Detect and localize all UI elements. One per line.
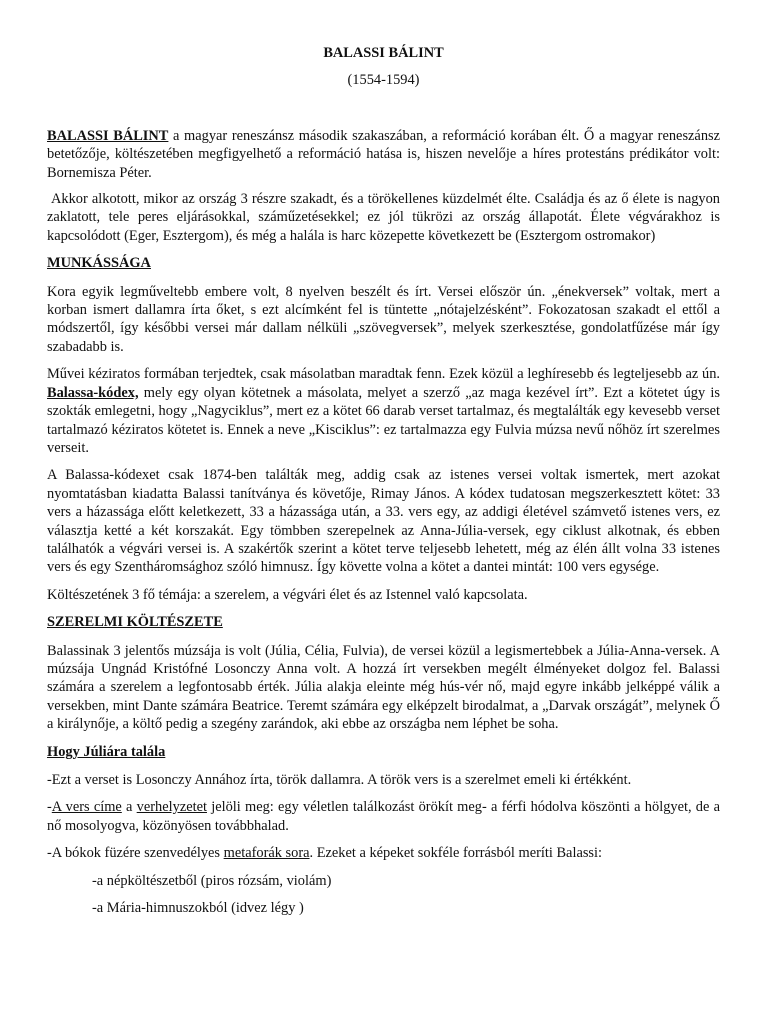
julia-bullet-1: -Ezt a verset is Losonczy Annához írta, török dallamra. A török vers is a szerelmet emeli ki értékként.	[47, 772, 632, 788]
julia-bullet-2	[47, 798, 720, 835]
munkassaga-paragraph-2	[47, 365, 720, 457]
julia-b2-mid: a	[121, 799, 137, 816]
munkassaga-paragraph-3: A Balassa-kódexet csak 1874-ben találták meg, addig csak az istenes versei voltak ismertek, mert azokat nyomtatásban kiadatta Balassi tanítványa és követője, Rimay János. A kódex tudatosan megszerkesztett kötet: 33 vers a házassága előtt keletkezett, 33 a házassága után, a 33. vers egy, az addigi életével számvető istenes vers, ez választja ketté a két korszakát. Egy tömbben szerepelnek az Anna-Júlia-versek, egy ciklust alkotnak, és ebben találhatók a végvári versei is. A szakértők szerint a kötet terve teljesebb lehetett, még az élén állt volna 33 istenes vers és egy Szentháromsághoz szóló himnusz. Így követte volna a kötet a dantei mintát: 100 vers egysége.	[47, 467, 720, 576]
julia-sub-bullet-2: -a Mária-himnuszokból (idvez légy )	[92, 900, 304, 917]
verhelyzet-term: verhelyzetet	[136, 799, 207, 816]
section-heading-szerelmi: SZERELMI KÖLTÉSZETE	[47, 614, 223, 631]
intro-paragraph	[47, 127, 720, 182]
munkassaga-paragraph-1: Kora egyik legműveltebb embere volt, 8 nyelven beszélt és írt. Versei először ún. „énekversek” voltak, mert a korban ismert dallamra írta őket, s ezt alcímként fel is tüntette „nótajelzésként”. Fokozatosan szakadt el ettől a módszertől, így későbbi versei már dallam nélküli „szövegversek”, melyek szerkesztése, gondolatfűzése már így szabadabb is.	[47, 283, 720, 355]
document-title: BALASSI BÁLINT	[323, 45, 444, 61]
metaforak-term: metaforák sora	[223, 845, 310, 862]
szerelmi-paragraph-1: Balassinak 3 jelentős múzsája is volt (Júlia, Célia, Fulvia), de versei közül a legismertebbek a Júlia-Anna-versek. A múzsája Ungnád Kristófné Losonczy Anna volt. A hozzá írt versekben megélt élményeket dolgoz fel. Balassi számára a szerelem a legfontosabb érték. Júlia alakja eleinte még hús-vér nő, majd egyre inkább jelképpé válik a versekben, mint Dante számára Beatrice. Teremt számára egy elképzelt birodalmat, a „Darvak országát”, melynek Ő a királynője, a költő pedig a szegény zarándok, aki ebbe az országba nem léphet be soha.	[47, 642, 720, 733]
vers-cime-term: A vers címe	[51, 799, 122, 816]
intro-text: a magyar reneszánsz második szakaszában, a reformáció korában élt. Ő a magyar reneszánsz betetőzője, költészetében megfigyelhető a reformáció hatása is, hiszen nevelője a híres protestáns prédikátor volt: Bornemisza Péter.	[47, 127, 720, 181]
document-years: (1554-1594)	[347, 72, 420, 89]
subheading-julia: Hogy Júliára talála	[47, 743, 166, 760]
julia-b2-rest: jelöli meg: egy véletlen találkozást örökít meg- a férfi hódolva köszönti a hölgyet, de a nő mosolyogva, közönyösen továbbhalad.	[47, 799, 720, 834]
munkassaga-p2-start: Művei kéziratos formában terjedtek, csak másolatban maradtak fenn. Ezek közül a leghíresebb és legteljesebb az ún.	[47, 366, 720, 383]
julia-sub-bullet-1: -a népköltészetből (piros rózsám, violám)	[92, 872, 332, 889]
section-heading-munkassaga: MUNKÁSSÁGA	[47, 255, 151, 272]
julia-b3-end: . Ezeket a képeket sokféle forrásból meríti Balassi:	[309, 845, 603, 862]
intro-name: BALASSI BÁLINT	[47, 127, 169, 144]
julia-b2-dash: -	[47, 799, 52, 816]
balassa-kodex-term: Balassa-kódex,	[47, 384, 139, 401]
munkassaga-paragraph-4: Költészetének 3 fő témája: a szerelem, a végvári élet és az Istennel való kapcsolata.	[47, 586, 528, 603]
julia-bullet-3	[47, 844, 720, 862]
munkassaga-p2-end: mely egy olyan kötetnek a másolata, melyet a szerző „az maga kezével írt”. Ezt a kötetet úgy is szokták emlegetni, hogy „Nagyciklus”, mert ez a kötet 66 darab verset tartalmaz, és megtalálták egy kevesebb verset tartalmazó kéziratos kötetet is. Ennek a neve „Kisciklus”: ez tartalmazza egy Fulvia múzsa nevű nőhöz írt szerelmes verseit.	[47, 384, 720, 456]
life-paragraph: Akkor alkotott, mikor az ország 3 részre szakadt, és a törökellenes küzdelmét élte. Családja és az ő élete is nagyon zaklatott, tele peres eljárásokkal, száműzetésekkel; ez jól tükrözi az ország állapotát. Élete végvárakhoz is kapcsolódott (Eger, Esztergom), és még a halála is harc közepette következett be (Esztergom ostromakor)	[47, 191, 720, 244]
julia-b3-start: -A bókok füzére szenvedélyes	[47, 845, 224, 862]
